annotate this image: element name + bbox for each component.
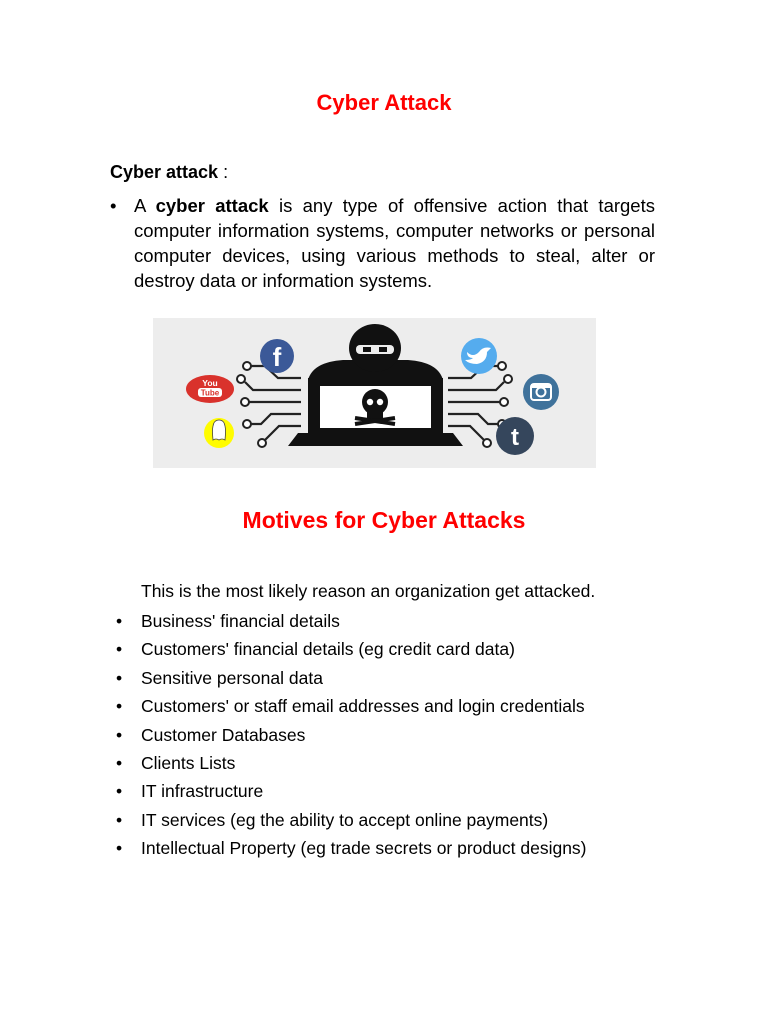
- circuit-nodes-left: [237, 362, 266, 447]
- list-item-text: Customers' or staff email addresses and login credentials: [141, 696, 585, 717]
- list-item: [116, 694, 587, 722]
- list-bullet: •: [116, 639, 123, 660]
- list-item-text: Business' financial details: [141, 611, 340, 631]
- circuit-lines-left: [245, 366, 301, 440]
- tumblr-icon: [496, 417, 534, 455]
- definition-bullet: •: [110, 195, 117, 216]
- list-bullet: •: [116, 781, 123, 802]
- list-item: [116, 751, 587, 779]
- circuit-lines-right: [448, 366, 504, 440]
- snapchat-icon: [204, 418, 234, 448]
- definition-label: [110, 162, 228, 183]
- instagram-icon: [523, 374, 559, 410]
- motives-list: [116, 609, 587, 865]
- list-item: [116, 666, 587, 694]
- definition-paragraph: [110, 193, 655, 293]
- tumblr-glyph: t: [511, 424, 519, 451]
- list-bullet: •: [116, 752, 123, 773]
- list-bullet: •: [116, 838, 123, 859]
- list-item-text: Intellectual Property (eg trade secrets or product designs): [141, 838, 587, 859]
- list-item-text: IT infrastructure: [141, 781, 264, 802]
- list-item-text: Customer Databases: [141, 724, 306, 745]
- list-item: [116, 779, 587, 807]
- definition-term: cyber attack: [155, 195, 269, 216]
- page-title: Cyber Attack: [316, 90, 452, 115]
- facebook-icon: [260, 339, 294, 373]
- youtube-icon: [186, 375, 234, 403]
- list-bullet: •: [116, 724, 123, 745]
- list-bullet: •: [116, 667, 123, 688]
- list-item-text: Customers' financial details (eg credit card data): [141, 639, 515, 660]
- twitter-icon: [461, 338, 497, 374]
- youtube-text-2: Tube: [200, 388, 220, 398]
- definition-text: [134, 193, 655, 293]
- list-item-text: Sensitive personal data: [141, 667, 323, 688]
- motives-title: Motives for Cyber Attacks: [242, 507, 526, 533]
- laptop-skull-icon: [288, 378, 463, 446]
- list-bullet: •: [116, 696, 123, 717]
- list-item: [116, 637, 587, 665]
- list-item: [116, 836, 587, 864]
- list-item: [116, 609, 587, 637]
- list-item: [116, 808, 587, 836]
- hacker-icon: [308, 324, 443, 380]
- definition-text-prefix: A: [134, 195, 156, 216]
- definition-text-rest: is any type of offensive action that targets computer information systems, computer networks or personal computer devices, using various methods to steal, alter or destroy data or information systems.: [134, 195, 655, 291]
- cyber-attack-illustration: [153, 318, 596, 468]
- list-bullet: •: [116, 809, 123, 830]
- motives-intro: This is the most likely reason an organization get attacked.: [141, 581, 596, 601]
- list-item: [116, 723, 587, 751]
- youtube-text-1: You: [202, 378, 218, 388]
- facebook-glyph: f: [272, 342, 282, 372]
- list-item-text: IT services (eg the ability to accept online payments): [141, 809, 549, 830]
- definition-label-text: Cyber attack: [110, 162, 219, 182]
- list-bullet: •: [116, 611, 123, 631]
- illustration-svg: [153, 318, 596, 468]
- definition-label-suffix: :: [218, 162, 229, 182]
- list-item-text: Clients Lists: [141, 752, 236, 773]
